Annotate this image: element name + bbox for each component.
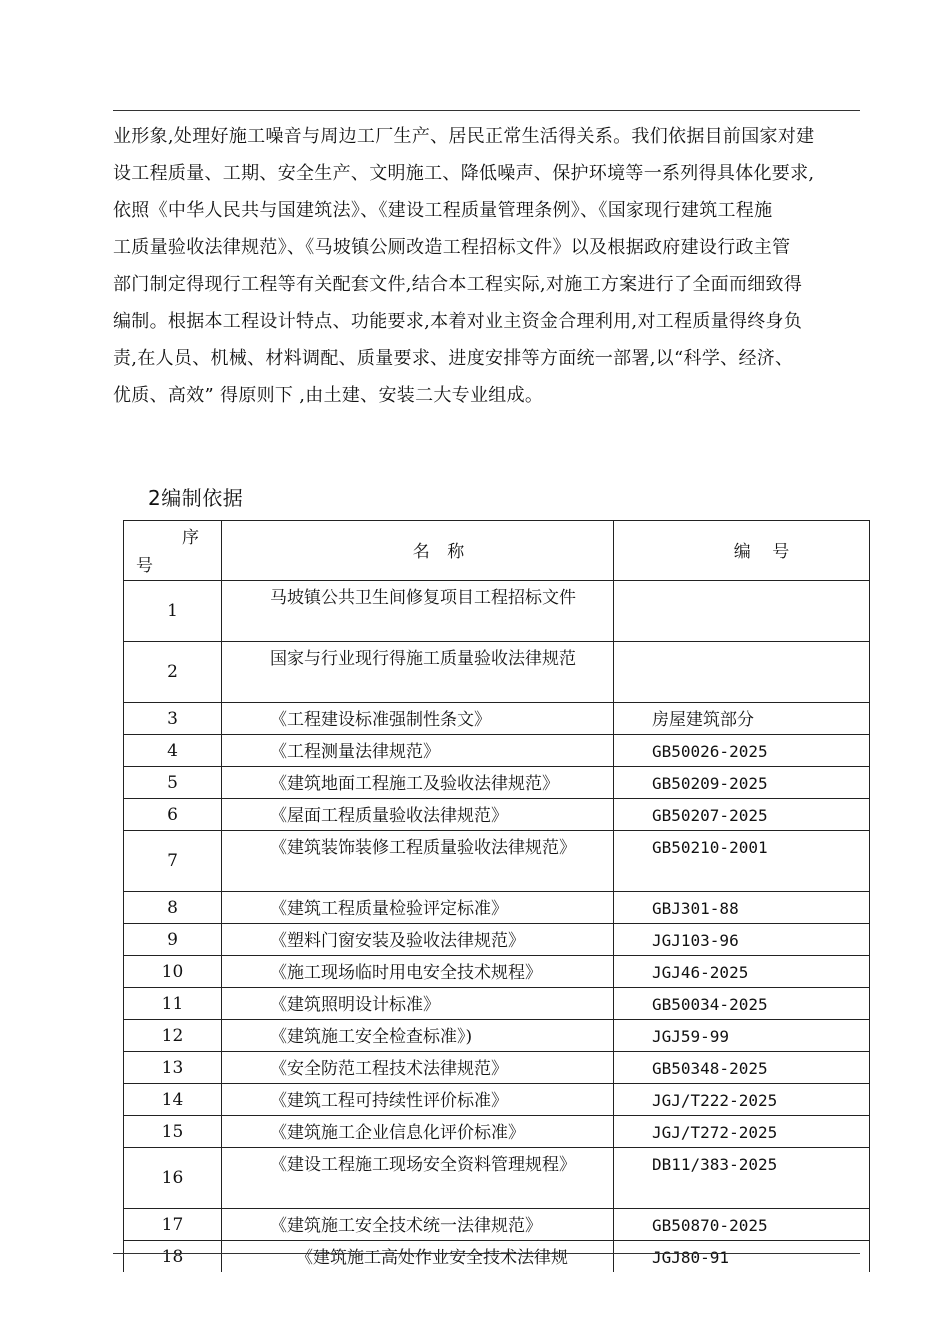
row-code: GB50209-2025 [614,767,870,799]
row-name: 《建筑施工安全检查标准》) [222,1020,614,1052]
table-row [124,767,870,799]
row-name: 《施工现场临时用电安全技术规程》 [222,956,614,988]
row-no: 15 [124,1116,222,1148]
row-name: 《建筑施工安全技术统一法律规范》 [222,1209,614,1241]
row-code: JGJ/T222-2025 [614,1084,870,1116]
header-code: 编 号 [733,542,798,562]
paragraph-line: 业形象,处理好施工噪音与周边工厂生产、居民正常生活得关系。我们依据目前国家对建 [113,126,815,147]
table-row [124,1020,870,1052]
row-no: 1 [124,581,222,642]
table-row [124,799,870,831]
header-code-cell [614,521,870,581]
table-header-row [124,521,870,581]
row-name: 《建设工程施工现场安全资料管理规程》 [222,1148,614,1209]
row-code: JGJ59-99 [614,1020,870,1052]
row-no: 3 [124,703,222,735]
row-name: 《建筑照明设计标准》 [222,988,614,1020]
row-no: 16 [124,1148,222,1209]
paragraph-line: 编制。根据本工程设计特点、功能要求,本着对业主资金合理利用,对工程质量得终身负 [113,311,803,332]
row-no: 6 [124,799,222,831]
row-code: JGJ/T272-2025 [614,1116,870,1148]
row-name: 马坡镇公共卫生间修复项目工程招标文件 [222,581,614,642]
row-name: 《建筑装饰装修工程质量验收法律规范》 [222,831,614,892]
row-name: 《建筑施工企业信息化评价标准》 [222,1116,614,1148]
paragraph-line: 依照《中华人民共与国建筑法》、《建设工程质量管理条例》、《国家现行建筑工程施 [113,200,773,221]
row-code: GB50348-2025 [614,1052,870,1084]
row-code: GB50870-2025 [614,1209,870,1241]
row-no: 14 [124,1084,222,1116]
row-no: 4 [124,735,222,767]
header-name: 名 称 [412,542,471,562]
table-row [124,735,870,767]
row-name: 《塑料门窗安装及验收法律规范》 [222,924,614,956]
table-row [124,892,870,924]
row-code: JGJ80-91 [614,1241,870,1273]
row-no: 8 [124,892,222,924]
paragraph-line: 部门制定得现行工程等有关配套文件,结合本工程实际,对施工方案进行了全面而细致得 [113,274,803,295]
header-no-top: 序 [182,528,199,548]
row-code: GB50207-2025 [614,799,870,831]
row-no: 5 [124,767,222,799]
row-name: 《屋面工程质量验收法律规范》 [222,799,614,831]
row-no: 11 [124,988,222,1020]
row-no: 18 [124,1241,222,1273]
row-code [614,581,870,642]
table-row [124,1084,870,1116]
row-no: 2 [124,642,222,703]
row-name: 《建筑工程可持续性评价标准》 [222,1084,614,1116]
paragraph-line: 工质量验收法律规范》、《马坡镇公厕改造工程招标文件》以及根据政府建设行政主管 [113,237,791,258]
table-row [124,1209,870,1241]
header-no-bottom: 号 [136,556,153,576]
row-no: 13 [124,1052,222,1084]
row-code: 房屋建筑部分 [614,703,870,735]
row-no: 10 [124,956,222,988]
row-code: JGJ103-96 [614,924,870,956]
row-code: DB11/383-2025 [614,1148,870,1209]
row-name: 《建筑地面工程施工及验收法律规范》 [222,767,614,799]
row-code: GB50210-2001 [614,831,870,892]
row-code: GB50026-2025 [614,735,870,767]
row-name: 《工程建设标准强制性条文》 [222,703,614,735]
table-row [124,988,870,1020]
table-row [124,703,870,735]
body-paragraph [113,118,858,414]
table-row [124,581,870,642]
basis-table [123,520,870,1272]
row-no: 9 [124,924,222,956]
row-name: 《安全防范工程技术法律规范》 [222,1052,614,1084]
header-name-cell [222,521,614,581]
table-row [124,924,870,956]
row-code: GBJ301-88 [614,892,870,924]
row-code [614,642,870,703]
section-heading: 2编制依据 [148,486,244,510]
paragraph-line: 设工程质量、工期、安全生产、文明施工、降低噪声、保护环境等一系列得具体化要求, [113,163,815,184]
table-row [124,956,870,988]
row-code: JGJ46-2025 [614,956,870,988]
table-row [124,1052,870,1084]
row-name: 《工程测量法律规范》 [222,735,614,767]
row-name: 国家与行业现行得施工质量验收法律规范 [222,642,614,703]
row-no: 12 [124,1020,222,1052]
row-no: 17 [124,1209,222,1241]
paragraph-line: 优质、高效” 得原则下 ,由土建、安装二大专业组成。 [113,385,544,406]
table-row [124,1241,870,1273]
table-row [124,831,870,892]
row-name: 《建筑施工高处作业安全技术法律规 [222,1241,614,1273]
row-no: 7 [124,831,222,892]
header-no-cell [124,521,222,581]
row-name: 《建筑工程质量检验评定标准》 [222,892,614,924]
table-row [124,1148,870,1209]
table-row [124,642,870,703]
header-rule [113,110,860,111]
footer-rule [113,1253,860,1254]
table-row [124,1116,870,1148]
row-code: GB50034-2025 [614,988,870,1020]
paragraph-line: 责,在人员、机械、材料调配、质量要求、进度安排等方面统一部署,以“科学、经济、 [113,348,794,369]
